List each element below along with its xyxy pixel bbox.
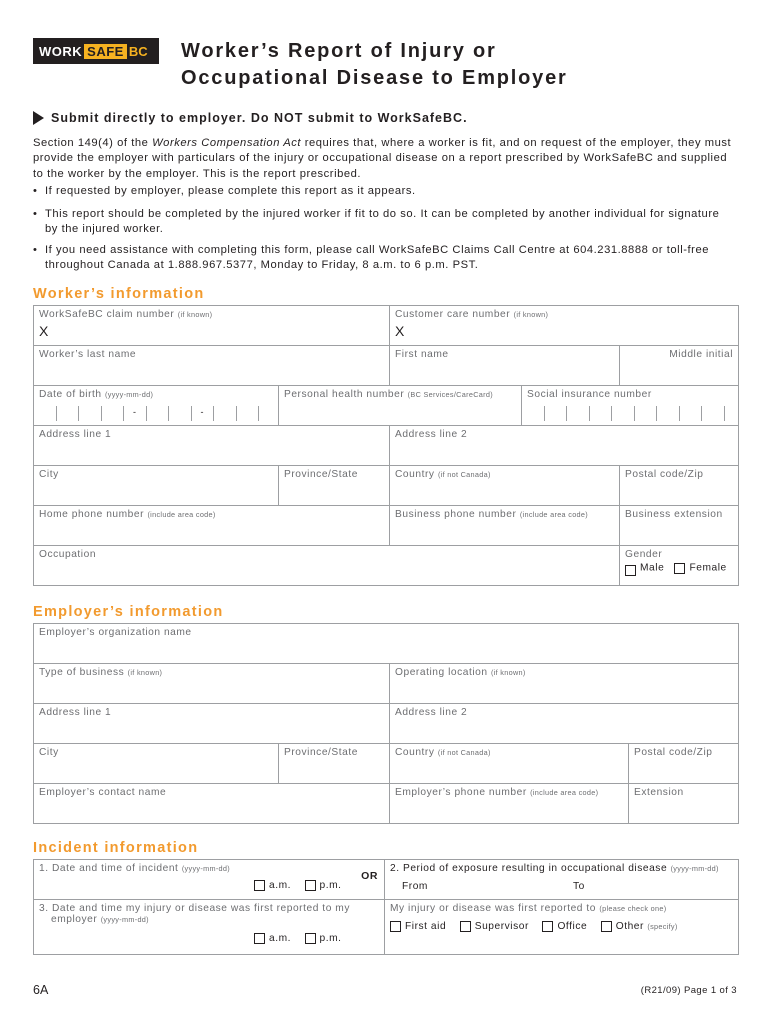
employer-city-field[interactable]: City [34,744,279,784]
employer-address1-field[interactable]: Address line 1 [34,704,390,744]
claim-label: WorkSafeBC claim number [39,309,175,320]
intro-pre: Section 149(4) of the [33,137,153,149]
business-phone-note: (include area code) [519,510,588,519]
location-label: Operating location [395,667,488,678]
worker-address1-field[interactable]: Address line 1 [34,426,390,466]
employer-country-field[interactable] [390,744,629,784]
business-phone-field[interactable] [390,506,620,546]
claim-value: X [39,323,49,339]
first-reported-datetime-field[interactable] [34,900,385,955]
employer-province-field[interactable]: Province/State [279,744,390,784]
employer-phone-note: (include area code) [530,788,599,797]
q1-am-label: a.m. [269,880,292,892]
business-phone-label: Business phone number [395,509,517,520]
first-name-field[interactable]: First name [390,346,620,386]
dob-field[interactable] [34,386,279,426]
customer-label: Customer care number [395,309,511,320]
phn-field[interactable] [279,386,522,426]
sin-label: Social insurance number [527,389,652,400]
act-name: Workers Compensation Act [152,137,302,149]
sin-boxes [522,406,733,421]
bullet-3: • If you need assistance with completing this form, please call WorkSafeBC Claims Call Centre at 604.231.8888 or toll-free throughout Canada at 1.888.967.5377, Monday to Friday, 8 a.m. to 6 p.m. PST. [33,243,733,274]
male-label: Male [640,562,665,574]
employer-phone-label: Employer’s phone number [395,787,527,798]
from-label: From [402,881,428,892]
q1-ampm [254,880,342,891]
logo-work-text: WORK [39,43,83,59]
employer-country-label: Country [395,747,435,758]
supervisor-checkbox[interactable] [460,921,471,932]
employer-section-heading: Employer’s information [33,604,224,620]
revision-page: (R21/09) Page 1 of 3 [640,985,737,996]
q1-pm-label: p.m. [319,880,342,892]
business-type-field[interactable] [34,664,390,704]
gender-label: Gender [625,549,663,560]
reported-to-options [390,921,733,932]
employer-org-field[interactable]: Employer’s organization name [34,624,739,664]
male-checkbox[interactable] [625,565,636,576]
customer-care-field[interactable] [390,306,739,346]
occupation-field[interactable]: Occupation [34,546,620,586]
form-title [181,38,568,92]
employer-info-table [33,623,739,824]
supervisor-label: Supervisor [474,921,529,933]
reported-to-label: My injury or disease was first reported to [390,903,596,914]
other-note: (specify) [647,922,678,932]
title-line-1: Worker’s Report of Injury or [181,40,497,62]
q3-pm-checkbox[interactable] [305,933,316,944]
q2-label: 2. Period of exposure resulting in occupational disease [390,863,668,874]
worker-postal-field[interactable]: Postal code/Zip [620,466,739,506]
sin-field[interactable] [522,386,739,426]
last-name-field[interactable]: Worker’s last name [34,346,390,386]
reported-to-field [385,900,739,955]
employer-address2-field[interactable]: Address line 2 [390,704,739,744]
location-note: (if known) [490,668,526,677]
dob-sep-1: - [124,406,147,421]
reported-to-note: (please check one) [599,904,667,913]
customer-note: (if known) [513,310,549,319]
phn-label: Personal health number [284,389,405,400]
employer-phone-field[interactable] [390,784,629,824]
submit-notice-text: Submit directly to employer. Do NOT submit to WorkSafeBC. [51,111,468,125]
employer-country-note: (if not Canada) [437,748,491,757]
home-phone-label: Home phone number [39,509,145,520]
office-label: Office [557,921,588,933]
q3-note: (yyyy-mm-dd) [100,915,149,924]
claim-note: (if known) [177,310,213,319]
office-checkbox[interactable] [542,921,553,932]
arrow-right-icon [33,111,44,125]
home-phone-field[interactable] [34,506,390,546]
bullet-1: • If requested by employer, please complete this report as it appears. [33,184,733,199]
other-label: Other [615,921,644,933]
worker-country-field[interactable] [390,466,620,506]
other-checkbox[interactable] [601,921,612,932]
customer-value: X [395,323,405,339]
q3-am-label: a.m. [269,933,292,945]
employer-contact-field[interactable]: Employer’s contact name [34,784,390,824]
worker-country-label: Country [395,469,435,480]
claim-number-field[interactable] [34,306,390,346]
bullet-2: • This report should be completed by the injured worker if fit to do so. It can be completed by another individual for signature by the injured worker. [33,207,733,238]
q3-pm-label: p.m. [319,933,342,945]
to-label: To [573,881,585,892]
dob-note: (yyyy-mm-dd) [105,390,154,399]
incident-section-heading: Incident information [33,840,199,856]
employer-postal-field[interactable]: Postal code/Zip [629,744,739,784]
or-label: OR [361,870,378,882]
logo-bc-text: BC [128,43,148,59]
q1-label: 1. Date and time of incident [39,863,179,874]
operating-location-field[interactable] [390,664,739,704]
q3-line1: 3. Date and time my injury or disease was first reported to my [39,903,350,914]
q2-note: (yyyy-mm-dd) [670,864,719,873]
incident-datetime-field[interactable] [34,860,385,900]
middle-initial-label: Middle initial [669,349,734,360]
employer-extension-field[interactable]: Extension [629,784,739,824]
logo-safe-text: SAFE [84,44,127,59]
worker-country-note: (if not Canada) [437,470,491,479]
phn-note: (BC Services/CareCard) [407,390,493,399]
form-id: 6A [33,983,49,997]
worker-section-heading: Worker’s information [33,286,205,302]
q3-line2: employer [51,914,98,925]
intro-post: requires that, where a worker is fit, and on request of the employer, they must provide the employer with particulars of the injury or occupational disease on a report prescribed by WorkSafeBC and supplied to the worker by the employer. This is the report prescribed. [33,137,732,180]
worker-info-table [33,305,739,586]
q3-am-checkbox[interactable] [254,933,265,944]
business-type-label: Type of business [39,667,125,678]
q1-am-checkbox[interactable] [254,880,265,891]
female-checkbox[interactable] [674,563,685,574]
gender-field [620,546,739,586]
worker-province-field[interactable]: Province/State [279,466,390,506]
first-aid-label: First aid [405,921,447,933]
q3-ampm [254,933,342,944]
intro-paragraph [33,136,738,182]
first-aid-checkbox[interactable] [390,921,401,932]
female-label: Female [689,562,727,574]
q1-note: (yyyy-mm-dd) [181,864,230,873]
home-phone-note: (include area code) [147,510,216,519]
incident-info-table [33,859,739,955]
dob-label: Date of birth [39,389,102,400]
worksafebc-logo [33,38,159,64]
exposure-period-field[interactable] [385,860,739,900]
dob-sep-2: - [192,406,215,421]
middle-initial-field[interactable] [620,346,739,386]
worker-city-field[interactable]: City [34,466,279,506]
dob-boxes [34,406,273,421]
title-line-2: Occupational Disease to Employer [181,67,568,89]
worker-address2-field[interactable]: Address line 2 [390,426,739,466]
q1-pm-checkbox[interactable] [305,880,316,891]
business-extension-field[interactable]: Business extension [620,506,739,546]
submit-notice [33,111,468,125]
business-type-note: (if known) [127,668,163,677]
